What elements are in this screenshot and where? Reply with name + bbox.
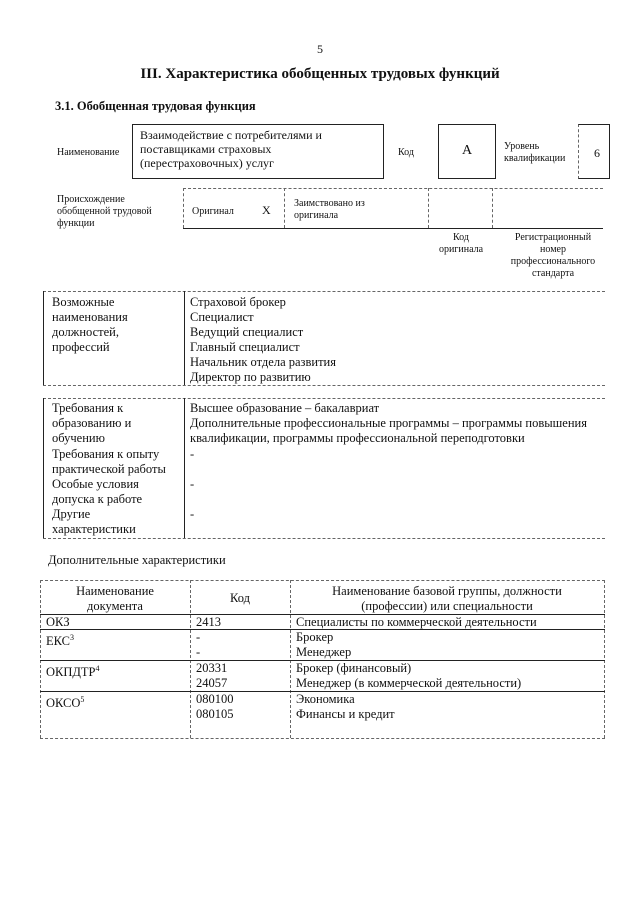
original-mark: X (262, 203, 271, 217)
level-label: Уровень квалификации (504, 141, 566, 164)
function-name: Взаимодействие с потребителями и поставщиками страховых (перестраховочных) услуг (140, 128, 322, 170)
other-value: - (190, 507, 195, 521)
code-value: A (461, 143, 473, 158)
origin-label: Происхождение обобщенной трудовой функции (57, 194, 152, 229)
page-number: 5 (317, 42, 323, 56)
list-item: Страховой брокер (190, 295, 286, 309)
experience-label: Требования к опыту практической работы (52, 447, 166, 476)
education-value: Высшее образование – бакалавриат Дополнительные профессиональные программы – программы повышения квалификации, программы профессиональной переподготовки (190, 401, 587, 445)
reg-number-label: Регистрационный номер профессионального стандарта (510, 232, 596, 279)
code-label: Код (398, 147, 414, 158)
col-name-header: Наименование базовой группы, должности (профессии) или специальности (332, 584, 562, 613)
special-value: - (190, 477, 195, 491)
original-label: Оригинал (192, 206, 234, 217)
education-label: Требования к образованию и обучению (52, 401, 132, 445)
list-item: Специалист (190, 310, 254, 324)
positions-label: Возможные наименования должностей, профессий (52, 295, 128, 354)
borrowed-label: Заимствовано из оригинала (294, 198, 365, 221)
col-doc-header: Наименование документа (76, 584, 154, 613)
other-label: Другие характеристики (52, 507, 136, 536)
positions-list (190, 295, 336, 385)
subsection-title: 3.1. Обобщенная трудовая функция (55, 99, 256, 113)
code-original-label: Код оригинала (438, 232, 484, 255)
list-item: Директор по развитию (190, 370, 311, 384)
level-value: 6 (594, 146, 600, 160)
list-item: Главный специалист (190, 340, 300, 354)
name-label: Наименование (57, 147, 120, 158)
experience-value: - (190, 447, 195, 461)
col-code-header: Код (230, 591, 250, 605)
additional-title: Дополнительные характеристики (48, 553, 226, 567)
section-title: III. Характеристика обобщенных трудовых функций (140, 66, 500, 82)
list-item: Ведущий специалист (190, 325, 304, 339)
list-item: Начальник отдела развития (190, 355, 336, 369)
special-label: Особые условия допуска к работе (52, 477, 143, 506)
